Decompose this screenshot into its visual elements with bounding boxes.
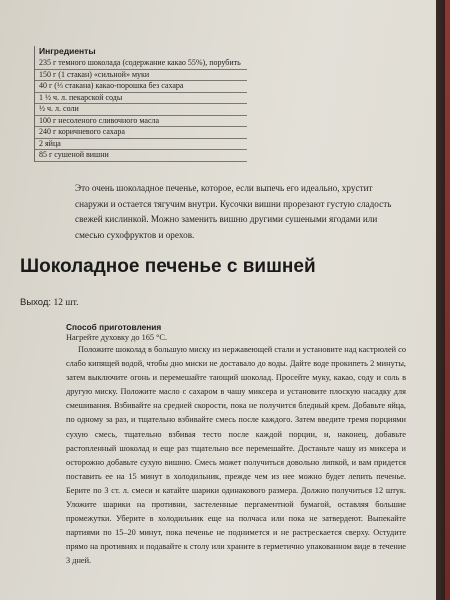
yield-label: Выход:	[20, 297, 52, 308]
ingredients-title: Ингредиенты	[39, 46, 96, 56]
ingredient-item: 150 г (1 стакан) «сильной» муки	[35, 70, 247, 82]
ingredient-item: 100 г несоленого сливочного масла	[35, 116, 247, 128]
method-body: Положите шоколад в большую миску из нержавеющей стали и установите над кастрюлей со слабо кипящей водой, чтобы дно миски не доставало до воды. Дайте воде прокипеть 2 минуты, затем выключите огонь и перемешайте тающий шоколад. Просейте муку, какао, соду и соль в другую миску. Положите масло с сахаром в чашу миксера и установите плоскую насадку для смешивания. Взбивайте на средней скорости, пока не получится бледный крем. Добавьте яйца, по одному за раз, и тщательно взбивайте смесь после каждого. Затем введите тремя порциями сухую смесь, тщательно взбивая тесто после каждой порции, и, наконец, добавьте растопленный шоколад и еще раз тщательно все перемешайте. Достаньте чашу из миксера и осторожно добавьте сухую вишню. Смесь может получиться довольно липкой, и вам придется поставить ее на 15 минут в холодильник, прежде чем из нее можно будет лепить печенье. Берите по 3 ст. л. смеси и катайте шарики одинакового размера. Должно получиться 12 штук. Уложите шарики на противни, застеленные пергаментной бумагой, оставляя большие промежутки. Уберите в холодильник еще на полчаса или пока не затвердеют. Выпекайте партиями по 15–20 минут, пока печенье не поднимется и не растрескается сверху. Остудите прямо на противнях и подавайте к столу или храните в герметично упакованном виде в течение 3 дней.	[66, 345, 406, 566]
method-title: Способ приготовления	[66, 322, 162, 332]
ingredient-item: 240 г коричневого сахара	[35, 127, 247, 139]
ingredients-list	[34, 46, 247, 162]
ingredient-item: 2 яйца	[35, 139, 247, 151]
ingredient-item: 235 г темного шоколада (содержание какао 55%), порубить	[35, 58, 247, 70]
intro-paragraph: Это очень шоколадное печенье, которое, если выпечь его идеально, хрустит снаружи и остается тягучим внутри. Кусочки вишни прорезают густую сладость свежей кислинкой. Можно заменить вишню другими сушеными ягодами или смесью сухофруктов и орехов.	[75, 183, 392, 240]
ingredient-item: 1 ½ ч. л. пекарской соды	[35, 93, 247, 105]
book-cover-edge	[445, 0, 450, 600]
ingredient-item: 40 г (⅓ стакана) какао-порошка без сахара	[35, 81, 247, 93]
recipe-yield	[20, 297, 78, 308]
method-preheat: Нагрейте духовку до 165 °С.	[66, 333, 168, 342]
ingredient-item: ½ ч. л. соли	[35, 104, 247, 116]
yield-value: 12 шт.	[53, 298, 79, 308]
method-section	[66, 322, 406, 569]
recipe-title: Шоколадное печенье с вишней	[20, 256, 316, 277]
ingredient-item: 85 г сушеной вишни	[35, 150, 247, 162]
